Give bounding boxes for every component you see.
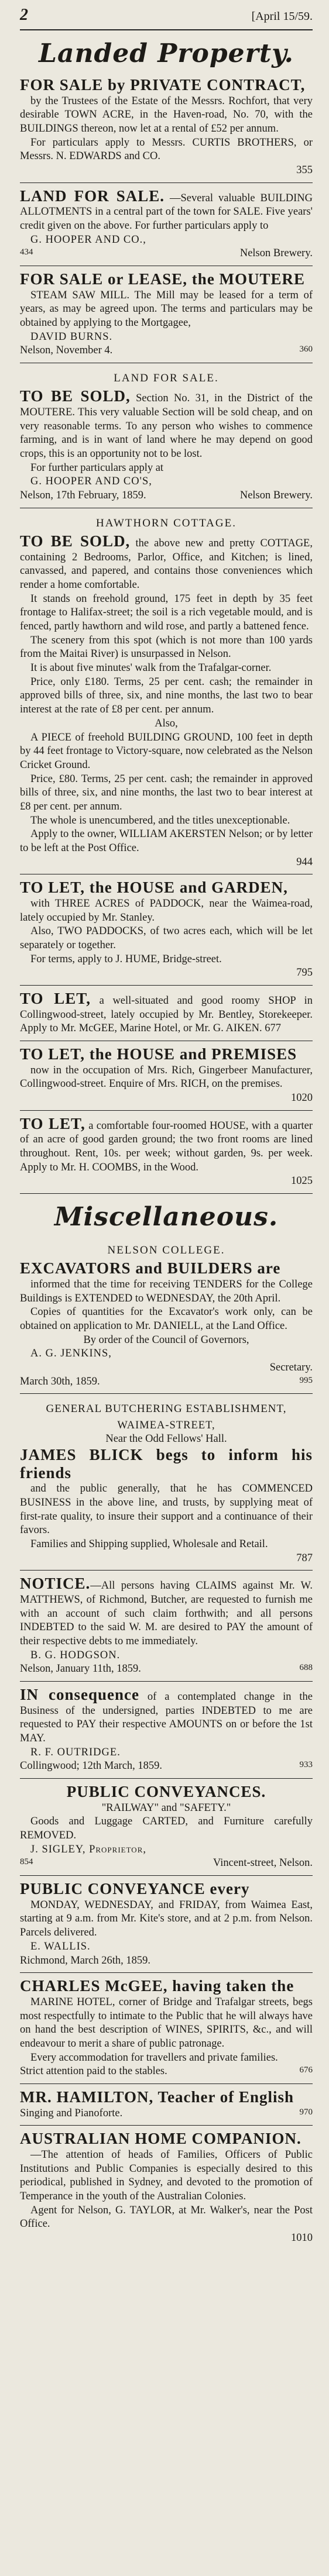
ad-number: 970 (299, 2107, 313, 2117)
ad-body: A PIECE of freehold BUILDING GROUND, 100 feet in depth by 44 feet frontage to Victory-square, now celebrated as the Nelson Cricket Ground. (20, 731, 313, 771)
ad-body: Families and Shipping supplied, Wholesale and Retail. (30, 1538, 268, 1551)
ad-signature: G. HOOPER AND CO., (30, 233, 146, 246)
ad-number: 677 (265, 1022, 282, 1035)
ad-body: Also, (155, 717, 178, 729)
ad-number: 995 (299, 1375, 313, 1385)
ad-section-moutere (20, 363, 313, 508)
ad-place: Collingwood; 12th March, 1859. (20, 1760, 163, 1772)
ad-number: 933 (299, 1760, 313, 1770)
ad-place: Nelson, 17th February, 1859. (20, 490, 146, 502)
ad-shop-to-let (20, 986, 313, 1041)
section-title-landed-property: Landed Property. (39, 39, 294, 68)
ad-number: 676 (299, 2065, 313, 2075)
ad-body: and the public generally, that he has COMMENCED BUSINESS in the above line, and trusts, by supplying meat of first-rate quality, to insure their support and a continuance of their favors. (20, 1483, 313, 1537)
ad-body: Section No. 31, in the District of the MOUTERE. This very valuable Section will be sold cheap, and on very reasonable terms. To any person who wishes to commence farming, and is in want of land where he may depend on good crops, this is an opportunity not to be lost. (20, 392, 313, 460)
ad-body: For particulars apply to Messrs. CURTIS BROTHERS, or Messrs. N. EDWARDS and CO. (20, 136, 313, 163)
ad-body: Copies of quantities for the Excavator's work only, can be obtained on application to Mr. DANIELL, at the Land Office. (20, 1306, 313, 1332)
ad-lead: CHARLES McGEE, having taken the (20, 1977, 294, 1995)
ad-title: HAWTHORN COTTAGE. (96, 516, 237, 529)
ad-title: GENERAL BUTCHERING ESTABLISHMENT, (46, 1403, 287, 1416)
ad-place: Nelson Brewery. (239, 247, 313, 260)
ad-body: Singing and Pianoforte. (20, 2107, 123, 2119)
ad-lead: AUSTRALIAN HOME COMPANION. (20, 2130, 301, 2148)
ad-body: MARINE HOTEL, corner of Bridge and Trafalgar streets, begs most respectfully to intimate to the Public that he will always have on hand the best description of WINES, SPIRITS, &c., and will endeavour to merit a share of public patronage. (20, 1996, 313, 2050)
ad-number: 1020 (291, 1091, 313, 1104)
page-header (20, 6, 313, 30)
ad-private-contract (20, 72, 313, 183)
ad-body: Price, only £180. Terms, 25 per cent. cash; the remainder in approved bills of three, six, and nine months, the last two to bear interest at the rate of £8 per cent. per annum. (20, 676, 313, 716)
ad-number: 434 (20, 247, 33, 257)
ad-butchering (20, 1394, 313, 1571)
ad-subtitle: "RAILWAY" and "SAFETY." (101, 1802, 231, 1814)
ad-body: STEAM SAW MILL. The Mill may be leased for a term of years, as may be agreed upon. The terms and particulars may be obtained by applying to the Mortgagee, (20, 289, 313, 329)
ad-body: —The attention of heads of Families, Officers of Public Institutions and Public Companies is especially desired to this periodical, published in Sydney, and devoted to the promotion of Temperance in the youth of the Australian Colonies. (20, 2148, 313, 2202)
ad-saw-mill (20, 266, 313, 363)
ad-number: 355 (296, 164, 313, 177)
ad-number: 688 (299, 1663, 313, 1673)
ad-subtitle: WAIMEA-STREET, (117, 1419, 215, 1431)
ad-body: For terms, apply to J. HUME, Bridge-street. (30, 953, 222, 965)
ad-body: Every accommodation for travellers and private families. (30, 2051, 278, 2064)
ad-lead: FOR SALE or LEASE, the MOUTERE (20, 270, 306, 288)
ad-public-conveyance-waimea (20, 1876, 313, 1973)
ad-body: —Several valuable BUILDING ALLOTMENTS in a central part of the town for SALE. Five years' credit given on the above. For further particulars apply to (20, 192, 313, 232)
ad-lead: TO BE SOLD, (20, 387, 131, 405)
ad-house-and-garden (20, 874, 313, 986)
ad-public-conveyances (20, 1779, 313, 1876)
ad-lead: IN consequence (20, 1686, 140, 1704)
ad-number: 1025 (291, 1175, 313, 1187)
ad-body: The scenery from this spot (which is not more than 100 yards from the Maitai River) is unsurpassed in Nelson. (20, 634, 313, 660)
ad-body: —All persons having CLAIMS against Mr. W. MATTHEWS, of Richmond, Butcher, are requested to furnish me with an account of such claim forthwith; and all persons INDEBTED to the said W. M. are desired to PAY the amount of their respective debts to me immediately. (20, 1580, 313, 1648)
ad-number: 1010 (291, 2231, 313, 2244)
ad-place: March 30th, 1859. (20, 1375, 100, 1387)
ad-body: a comfortable four-roomed HOUSE, with a quarter of an acre of good garden ground; the two front rooms are lined throughout. Rent, 10s. per week; without garden, 9s. per week. Apply to Mr. H. COOMBS, in the Wood. (20, 1120, 313, 1173)
ad-body: Apply to the owner, WILLIAM AKERSTEN Nelson; or by letter to be left at the Post Office. (20, 828, 313, 854)
ad-signature: J. SIGLEY, Proprietor, (30, 1843, 146, 1855)
ad-signature: E. WALLIS. (30, 1940, 91, 1952)
ad-body: now in the occupation of Mrs. Rich, Gingerbeer Manufacturer, Collingwood-street. Enquire of Mrs. RICH, on the premises. (20, 1064, 313, 1090)
ad-four-roomed-house (20, 1111, 313, 1194)
ad-signature: A. G. JENKINS, (30, 1348, 112, 1360)
ad-title: LAND FOR SALE. (114, 372, 219, 385)
ad-house-premises (20, 1041, 313, 1111)
ad-lead: PUBLIC CONVEYANCES. (66, 1783, 266, 1801)
ad-body: Price, £80. Terms, 25 per cent. cash; the remainder in approved bills of three, six, and nine months, the last two to bear interest at £8 per cent. per annum. (20, 773, 313, 812)
ad-marine-hotel (20, 1973, 313, 2084)
ad-body: Strict attention paid to the stables. (20, 2065, 167, 2078)
ad-place: Nelson Brewery. (239, 490, 313, 502)
ad-number: 854 (20, 1857, 33, 1867)
ad-number: 944 (296, 856, 313, 868)
ad-lead: EXCAVATORS and BUILDERS are (20, 1259, 281, 1277)
ad-lead: TO LET, (20, 1114, 85, 1132)
ad-signature: G. HOOPER AND CO'S, (30, 476, 152, 488)
ad-body: The whole is unencumbered, and the titles unexceptionable. (30, 814, 290, 826)
ad-lead: TO LET, (20, 989, 91, 1007)
ad-body: It stands on freehold ground, 175 feet in depth by 35 feet frontage to Halifax-street; the soil is a rich vegetable mould, and is fenced, partly hawthorn and wild rose, and partly a battened fence. (20, 593, 313, 633)
ad-land-for-sale (20, 183, 313, 266)
ad-mr-hamilton (20, 2084, 313, 2126)
ad-hawthorn-cottage (20, 508, 313, 874)
ad-lead: TO LET, the HOUSE and PREMISES (20, 1045, 297, 1063)
ad-body: Goods and Luggage CARTED, and Furniture carefully REMOVED. (20, 1816, 313, 1842)
ad-body: a well-situated and good roomy SHOP in Collingwood-street, lately occupied by Mr. Bentley, Storekeeper. Apply to Mr. McGEE, Marine Hotel, or Mr. G. AIKEN. (20, 994, 313, 1035)
ad-lead: FOR SALE by PRIVATE CONTRACT, (20, 76, 306, 94)
ad-lead: TO LET, the HOUSE and GARDEN, (20, 879, 288, 897)
ad-signature: R. F. OUTRIDGE. (30, 1746, 121, 1758)
issue-date: [April 15/59. (251, 10, 313, 23)
ad-notice-claims (20, 1571, 313, 1682)
section-title-miscellaneous: Miscellaneous. (54, 1201, 279, 1232)
ad-australian-home-companion (20, 2126, 313, 2250)
ad-number: 360 (299, 345, 313, 354)
ad-body: For further particulars apply at (30, 462, 164, 474)
ad-body: by the Trustees of the Estate of the Messrs. Rochfort, that very desirable TOWN ACRE, in the Haven-road, No. 70, with the BUILDINGS thereon, now let at a rental of £52 per annum. (20, 95, 313, 135)
ad-lead: LAND FOR SALE. (20, 187, 164, 205)
ad-signature: DAVID BURNS. (30, 330, 113, 343)
ad-place: Nelson, November 4. (20, 345, 113, 357)
ad-title: NELSON COLLEGE. (107, 1244, 225, 1256)
ad-signature: Secretary. (269, 1362, 313, 1373)
ad-body: MONDAY, WEDNESDAY, and FRIDAY, from Waimea East, starting at 9 a.m. from Mr. Kite's store, and at 2 p.m. from Nelson. Parcels delivered. (20, 1899, 313, 1939)
ad-place: Nelson, January 11th, 1859. (20, 1663, 141, 1675)
ad-body: Agent for Nelson, G. TAYLOR, at Mr. Walker's, near the Post Office. (20, 2204, 313, 2230)
ad-body: informed that the time for receiving TENDERS for the College Buildings is EXTENDED to WEDNESDAY, the 20th April. (20, 1278, 313, 1304)
ad-body: the above new and pretty COTTAGE, containing 2 Bedrooms, Parlor, Office, and Kitchen; is lined, canvassed, and papered, and contains those conveniences which render a home comfortable. (20, 538, 313, 591)
ad-contemplated-change (20, 1682, 313, 1779)
ad-body: It is about five minutes' walk from the Trafalgar-corner. (30, 662, 272, 674)
ad-lead: MR. HAMILTON, Teacher of English (20, 2088, 294, 2106)
ad-place: Richmond, March 26th, 1859. (20, 1954, 151, 1967)
ad-number: 795 (296, 967, 313, 979)
ad-body: Also, TWO PADDOCKS, of two acres each, which will be let separately or together. (20, 925, 313, 951)
ad-signature: B. G. HODGSON. (30, 1649, 121, 1661)
ad-lead: JAMES BLICK begs to inform his friends (20, 1446, 313, 1482)
page-number: 2 (20, 6, 29, 24)
ad-subtitle: Near the Odd Fellows' Hall. (105, 1433, 227, 1445)
ad-lead: PUBLIC CONVEYANCE every (20, 1880, 250, 1898)
ad-body: with THREE ACRES of PADDOCK, near the Waimea-road, lately occupied by Mr. Stanley. (20, 897, 313, 924)
ad-nelson-college (20, 1235, 313, 1394)
ad-place: Vincent-street, Nelson. (213, 1857, 313, 1869)
ad-body: By order of the Council of Governors, (83, 1334, 249, 1346)
ad-number: 787 (296, 1552, 313, 1564)
ad-lead: NOTICE. (20, 1575, 91, 1593)
ad-body: of a contemplated change in the Business of the undersigned, parties INDEBTED to me are requested to PAY their respective AMOUNTS on or before the 1st MAY. (20, 1691, 313, 1745)
ad-lead: TO BE SOLD, (20, 532, 131, 550)
